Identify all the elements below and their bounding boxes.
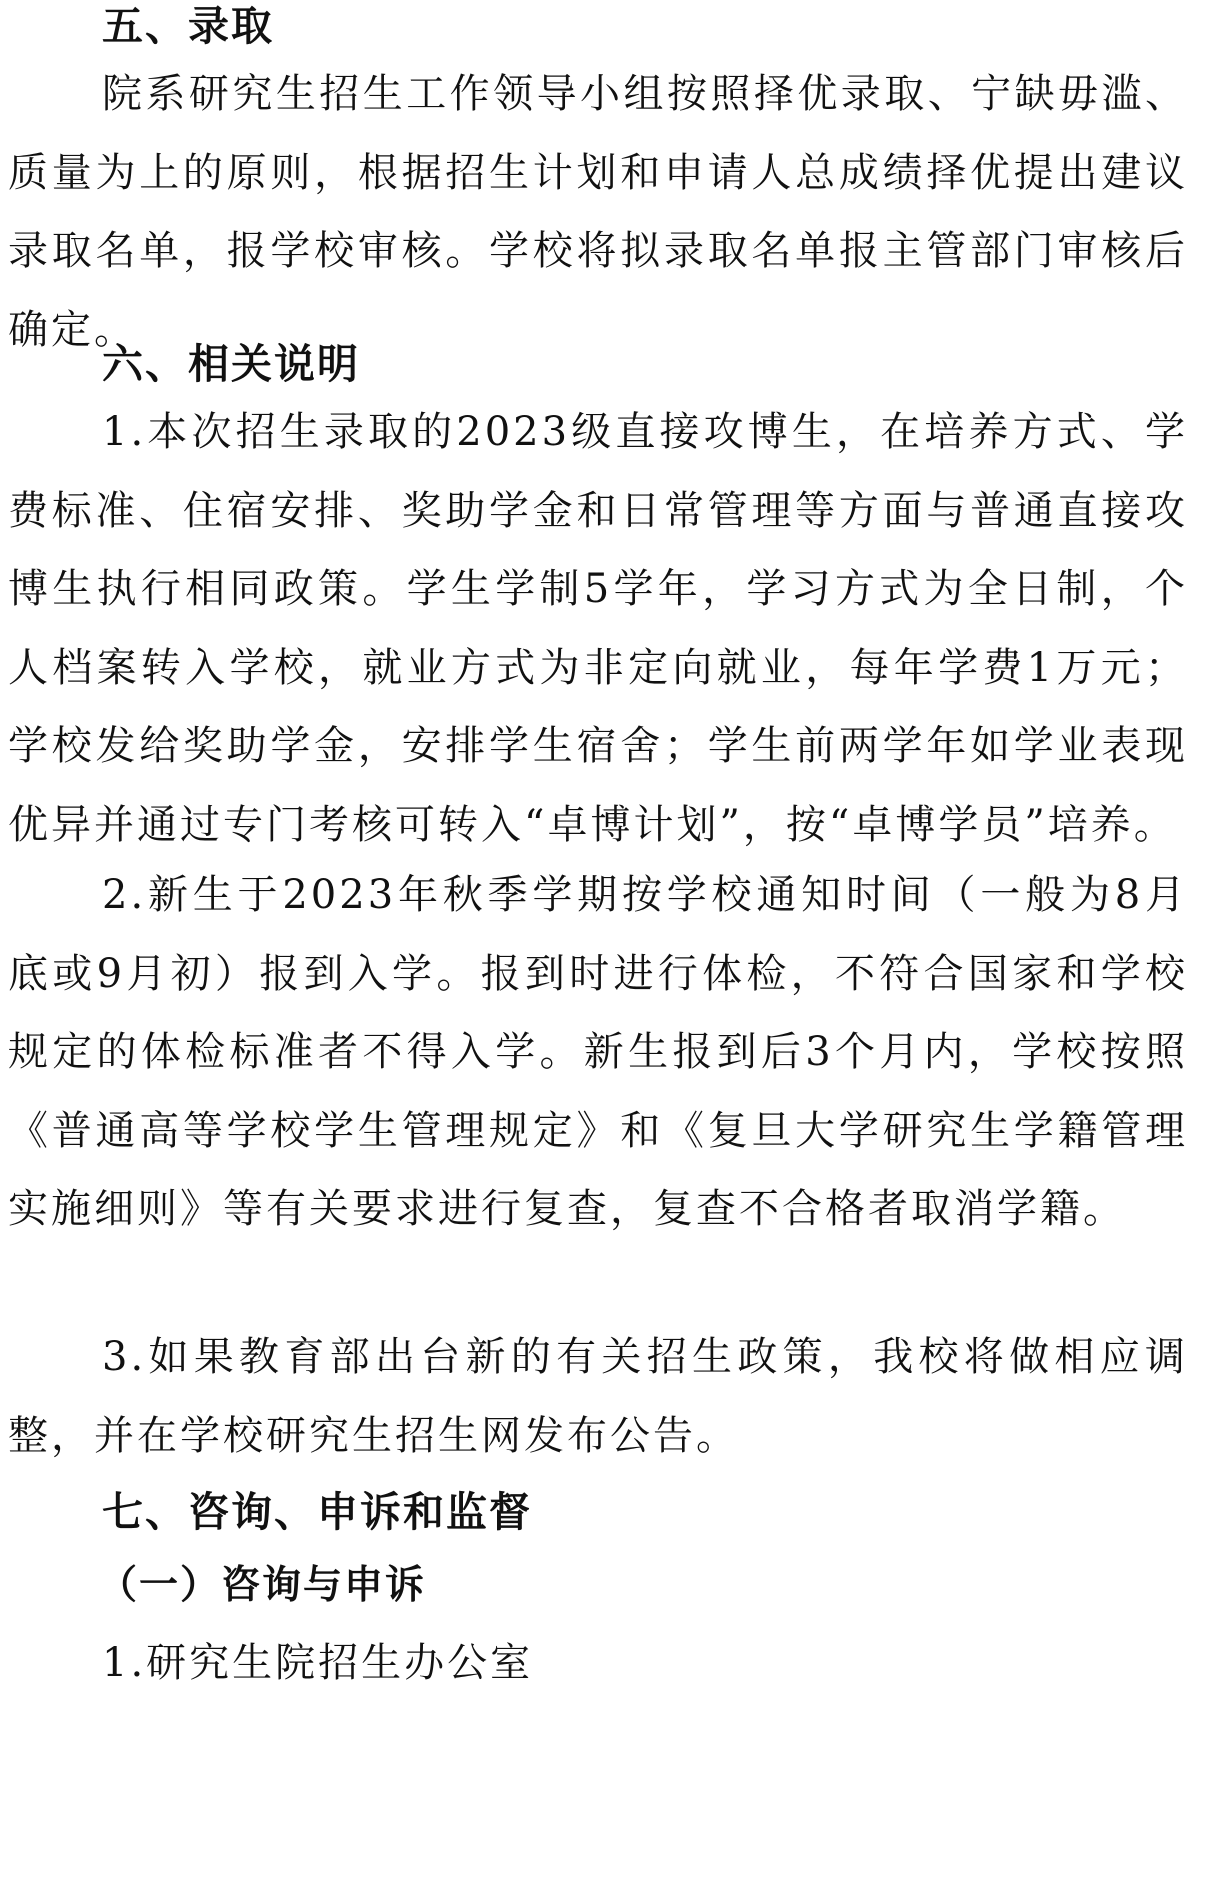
note-item-1: 1.本次招生录取的2023级直接攻博生，在培养方式、学费标准、住宿安排、奖助学金和日常管理等方面与普通直接攻博生执行相同政策。学生学制5学年，学习方式为全日制，个人档案转入学校，就业方式为非定向就业，每年学费1万元；学校发给奖助学金，安排学生宿舍；学生前两学年如学业表现优异并通过专门考核可转入“卓博计划”，按“卓博学员”培养。 — [8, 409, 1188, 848]
section-seven-title: 七、咨询、申诉和监督 — [102, 1488, 532, 1536]
graduate-admissions-office-item: 1.研究生院招生办公室 — [102, 1640, 534, 1686]
note-item-2: 2.新生于2023年秋季学期按学校通知时间（一般为8月底或9月初）报到入学。报到时进行体检，不符合国家和学校规定的体检标准者不得入学。新生报到后3个月内，学校按照《普通高等学校学生管理规定》和《复旦大学研究生学籍管理实施细则》等有关要求进行复查，复查不合格者取消学籍。 — [8, 872, 1188, 1232]
section-five-title: 五、录取 — [102, 2, 274, 50]
note-item-3: 3.如果教育部出台新的有关招生政策，我校将做相应调整，并在学校研究生招生网发布公告。 — [8, 1334, 1188, 1459]
consultation-subtitle: （一）咨询与申诉 — [98, 1563, 427, 1608]
section-six-title: 六、相关说明 — [102, 340, 360, 388]
admission-paragraph: 院系研究生招生工作领导小组按照择优录取、宁缺毋滥、质量为上的原则，根据招生计划和申请人总成绩择优提出建议录取名单，报学校审核。学校将拟录取名单报主管部门审核后确定。 — [8, 71, 1188, 353]
